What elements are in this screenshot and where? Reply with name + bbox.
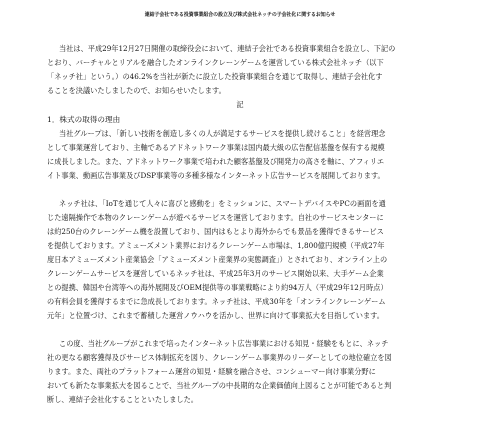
body-line: との提携、韓国や台湾等への海外展開及びOEM提供等の事業戦略により約94万人（平成29年12月時点） <box>47 283 388 292</box>
body-line: イト事業、動画広告事業及びDSP事業等の多種多様なインターネット広告サービスを展開しております。 <box>47 171 385 180</box>
body-line: として事業運営しており、主軸であるアドネットワーク事業は国内最大級の広告配信基盤を保有する規模 <box>47 143 385 152</box>
intro-line: とおり、バーチャルとリアルを融合したオンラインクレーンゲームを運営している株式会社ネッチ（以下 <box>47 58 384 67</box>
intro-line: 当社は、平成29年12月27日開催の取締役会において、連結子会社である投資事業組合を設立し、下記の <box>59 44 396 53</box>
document-title: 連結子会社である投資事業組合の設立及び株式会社ネッチの子会社化に関するお知らせ <box>144 12 336 18</box>
body-line: 当社グループは、「新しい技術を創造し多くの人が満足するサービスを提供し続けること」を経営理念 <box>59 129 386 138</box>
body-line: クレーンゲームサービスを運営しているネッチ社は、平成25年3月のサービス開始以来、大手ゲーム企業 <box>47 269 384 278</box>
body-line: おいても新たな事業拡大を図ることで、当社グループの中長期的な企業価値向上図ることが可能であると判 <box>47 381 392 390</box>
body-line: 社の更なる顧客獲得及びサービス体制拡充を図り、クレーンゲーム事業界のリーダーとしての地位確立を図 <box>47 353 392 362</box>
body-line: 元年」と位置づけ、これまで蓄積した運営ノウハウを活かし、世界に向けて事業拡大を目指しています。 <box>47 311 384 320</box>
intro-line: ることを決議いたしましたので、お知らせいたします。 <box>47 86 226 95</box>
body-line: を提供しております。アミューズメント業界におけるクレーンゲーム市場は、1,800億円規模（平成27年 <box>47 241 385 250</box>
body-line: 度日本アミューズメント産業協会「アミューズメント産業界の実態調査」）とされており、オンライン上の <box>47 255 388 264</box>
body-line: の有料会員を獲得するまでに急成長しております。ネッチ社は、平成30年を「オンラインクレーンゲーム <box>47 297 386 306</box>
body-line: 断し、連結子会社化することといたしました。 <box>47 395 198 404</box>
body-line: ります。また、両社のプラットフォーム運営の知見・経験を融合させ、コンシューマー向け事業分野に <box>47 367 376 376</box>
body-line: じた遠隔操作で本物のクレーンゲームが遊べるサービスを運営しております。自社のサービスセンターに <box>47 213 384 222</box>
intro-line: 「ネッチ社」という。）の46.2%を当社が新たに設立した投資事業組合を通じて取得し、連結子会社化す <box>47 72 383 81</box>
ki-marker: 記 <box>236 100 244 109</box>
section-heading: 1．株式の取得の理由 <box>47 115 121 124</box>
body-line: ネッチ社は、「IoTを通じて人々に喜びと感動を」をミッションに、スマートデバイスやPCの画面を通 <box>59 199 386 208</box>
body-line: この度、当社グループがこれまで培ったインターネット広告事業における知見・経験をもとに、ネッチ <box>59 339 389 348</box>
body-line: は約250台のクレーンゲーム機を設置しており、国内はもとより海外からでも景品を獲得できるサービス <box>47 227 384 236</box>
body-line: に成長しました。また、アドネットワーク事業で培われた顧客基盤及び開発力の高さを軸に、アフィリエ <box>47 157 385 166</box>
